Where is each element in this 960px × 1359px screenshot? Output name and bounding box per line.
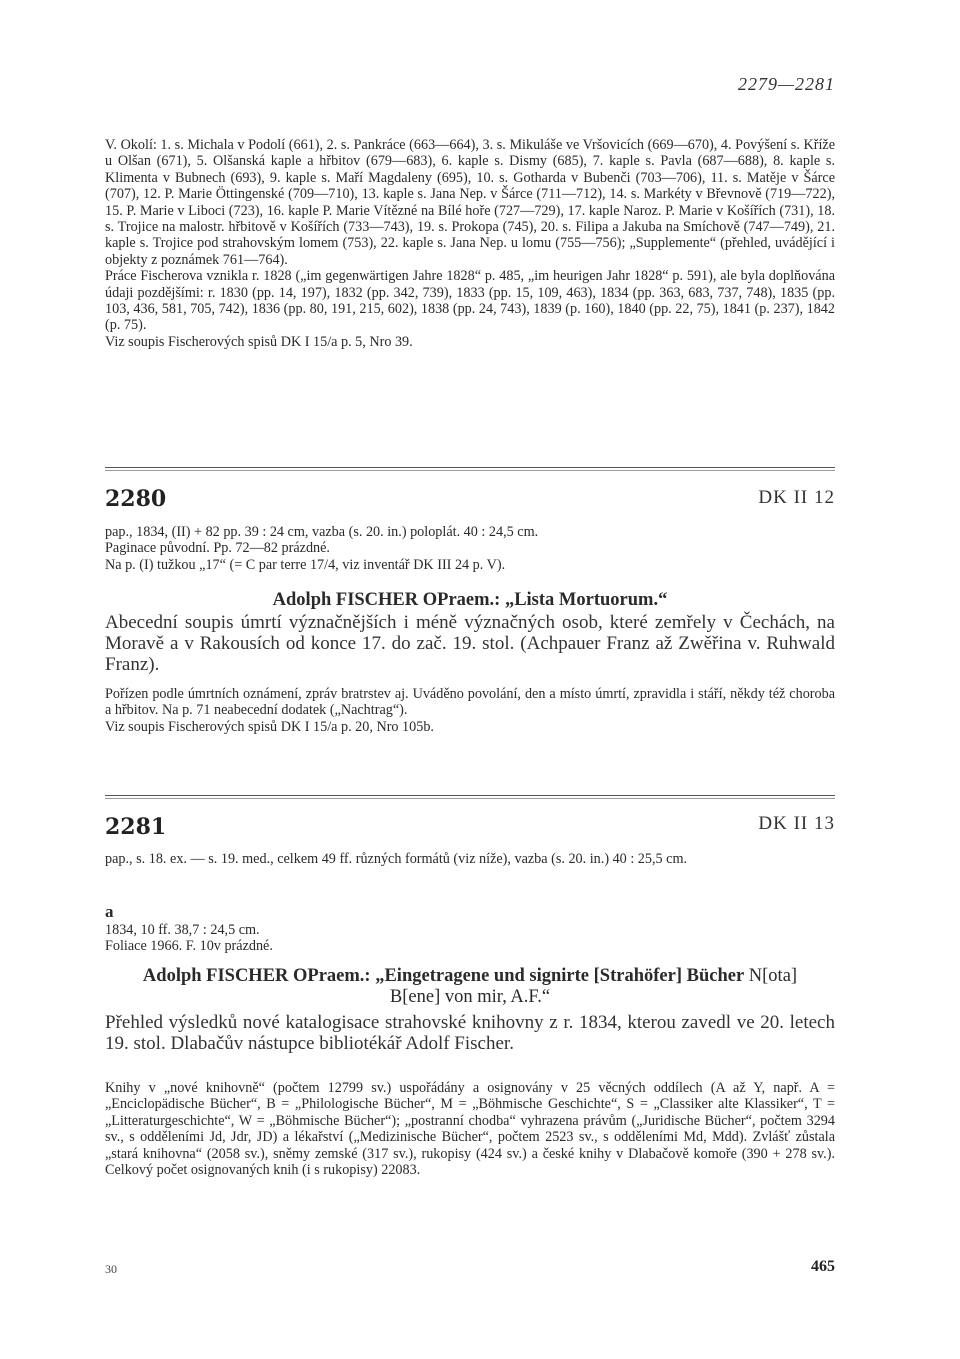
entry-number: 2281 (105, 814, 167, 840)
shelfmark: DK II 12 (758, 487, 835, 508)
summary-text: Přehled výsledků nové katalogisace strahovské knihovny z r. 1834, kterou zavedl ve 20. letech 19. stol. Dlabačův nástupce bibliotékář Adolf Fischer. (105, 1012, 835, 1054)
work-title: „Eingetragene und signirte [Strahöfer] Bücher (375, 966, 745, 986)
entry-notes (105, 1080, 835, 1178)
sub-item-letter: a (105, 902, 114, 921)
sub-item (105, 902, 835, 922)
desc-line: Foliace 1966. F. 10v prázdné. (105, 938, 273, 955)
entry-description (105, 524, 835, 573)
note-paragraph: Pořízen podle úmrtních oznámení, zpráv bratrstev aj. Uváděno povolání, den a místo úmrtí, zpravidla i stáří, někdy též choroba a hřbitov. Na p. 71 neabecední dodatek („Nachtrag“). (105, 686, 835, 719)
section-divider (105, 795, 835, 796)
entry-summary (105, 612, 835, 675)
entry-description (105, 851, 835, 867)
desc-line: 1834, 10 ff. 38,7 : 24,5 cm. (105, 922, 260, 938)
intro-paragraph: Práce Fischerova vznikla r. 1828 („im gegenwärtigen Jahre 1828“ p. 485, „im heurigen Jahr 1828“ p. 591), ale byla doplňována údaji pozdějšími: r. 1830 (pp. 14, 197), 1832 (pp. 342, 739), 1833 (pp. 15, 109, 463), 1834 (pp. 363, 683, 737, 748), 1835 (pp. 103, 436, 581, 705, 742), 1836 (pp. 80, 191, 215, 602), 1838 (pp. 24, 743), 1839 (p. 160), 1840 (pp. 22, 75), 1841 (p. 237), 1842 (p. 75). (105, 268, 835, 334)
summary-text: Abecední soupis úmrtí význačnějších i méně význačných osob, které zemřely v Čechách, na Moravě a v Rakousích od konce 17. do zač. 19. stol. (Achpauer Franz až Zwěřina v. Ruhwald Franz). (105, 612, 835, 675)
intro-paragraph: V. Okolí: 1. s. Michala v Podolí (661), 2. s. Pankráce (663—664), 3. s. Mikuláše ve Vršovicích (669—670), 4. Povýšení s. Kříže u Olšan (671), 5. Olšanská kaple a hřbitov (679—683), 6. kaple s. Dismy (685), 7. kaple s. Pavla (687—688), 8. kaple s. Klimenta v Bubnech (693), 9. kaple s. Maří Magdaleny (695), 10. s. Gotharda v Bubenči (703—706), 11. s. Matěje v Šárce (707), 12. P. Marie Öttingenské (709—710), 13. kaple s. Jana Nep. v Šárce (711—712), 14. s. Markéty v Břevnově (719—722), 15. P. Marie v Liboci (723), 16. kaple P. Marie Vítězné na Bílé hoře (727—729), 17. kaple Naroz. P. Marie v Košířích (731), 18. s. Trojice na malostr. hřbitově v Košířích (733—743), 19. s. Prokopa (745), 20. s. Filipa a Jakuba na Smíchově (747—749), 21. kaple s. Trojice pod strahovským lomem (753), 22. kaple s. Jana Nep. u lomu (755—756); „Supplemente“ (přehled, uvádějící i objekty z poznámek 761—764). (105, 137, 835, 268)
entry-summary (105, 1012, 835, 1054)
desc-line: Paginace původní. Pp. 72—82 prázdné. (105, 540, 330, 557)
shelfmark: DK II 13 (758, 813, 835, 834)
note-paragraph: Knihy v „nové knihovně“ (počtem 12799 sv.) uspořádány a osignovány v 25 věcných oddílech (A až Y, např. A = „Enciclopädische Bücher“, B = „Philologische Bücher“, M = „Böhmische Geschichte“, S = „Classiker alte Klassiker“, T = „Litteraturgeschichte“, W = „Böhmische Bücher“); „postranní chodba“ vyhrazena právům („Juridische Bücher“, počtem 3294 sv., s odděleními Jd, Jdr, JD) a lékařství („Medizinische Bücher“, počtem 2523 sv., s odděleními Md, Mdd). Zvlášť zůstala „stará knihovna“ (2058 sv.), sněmy zemské (317 sv.), rukopisy (424 sv.) a české knihy v Dlabačově komoře (390 + 278 sv.). Celkový počet osignovaných knih (i s rukopisy) 22083. (105, 1080, 835, 1179)
intro-paragraph: Viz soupis Fischerových spisů DK I 15/a p. 5, Nro 39. (105, 333, 413, 350)
running-head: 2279—2281 (737, 74, 835, 94)
author-name: Adolph FISCHER OPraem.: (142, 966, 371, 986)
desc-line: Na p. (I) tužkou „17“ (= C par terre 17/4, viz inventář DK III 24 p. V). (105, 556, 506, 573)
page-number: 465 (811, 1258, 835, 1275)
sub-item-description (105, 922, 835, 955)
intro-section (105, 137, 835, 350)
work-title: „Lista Mortuorum.“ (504, 590, 668, 610)
section-divider (105, 467, 835, 468)
desc-line: pap., s. 18. ex. — s. 19. med., celkem 49 ff. různých formátů (viz níže), vazba (s. 20. in.) 40 : 25,5 cm. (105, 851, 688, 867)
author-name: Adolph FISCHER OPraem.: (272, 590, 501, 610)
work-title-rest: N[ota] B[ene] von mir, A.F.“ (389, 966, 798, 1007)
signature-mark: 30 (105, 1262, 117, 1276)
entry-title (105, 590, 835, 611)
entry-number: 2280 (105, 486, 167, 512)
note-paragraph: Viz soupis Fischerových spisů DK I 15/a p. 20, Nro 105b. (105, 718, 434, 735)
entry-title (105, 966, 835, 1008)
entry-notes (105, 686, 835, 735)
desc-line: pap., 1834, (II) + 82 pp. 39 : 24 cm, vazba (s. 20. in.) poloplát. 40 : 24,5 cm. (105, 524, 539, 540)
